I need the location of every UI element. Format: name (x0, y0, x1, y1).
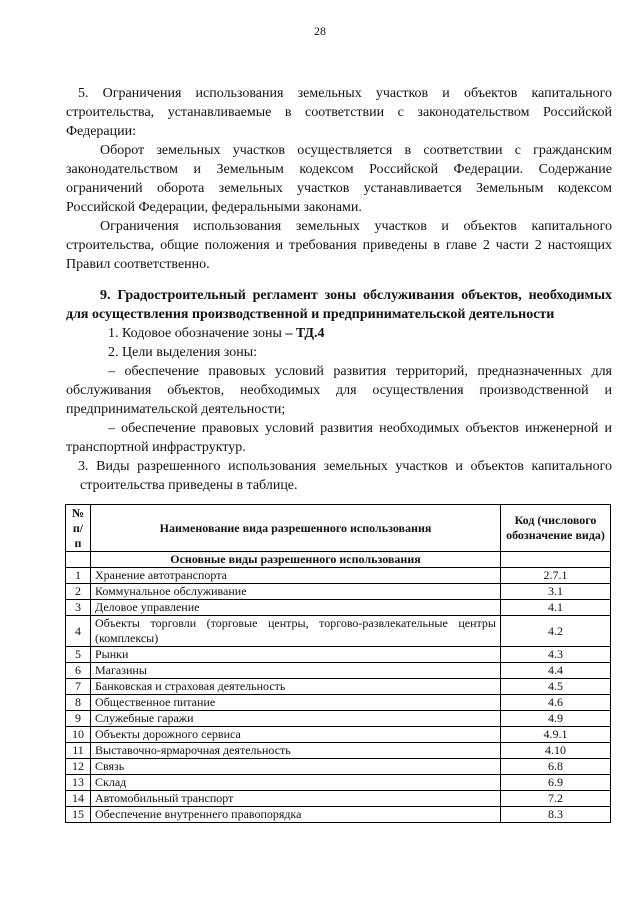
row-code: 4.9.1 (501, 727, 611, 743)
row-use-name: Обеспечение внутреннего правопорядка (91, 807, 501, 823)
header-num: № п/п (66, 505, 91, 552)
table-row (66, 663, 611, 679)
row-use-name: Объекты дорожного сервиса (91, 727, 501, 743)
body-text (66, 84, 612, 495)
table-row (66, 759, 611, 775)
table-row (66, 600, 611, 616)
table-row (66, 775, 611, 791)
row-number: 10 (66, 727, 91, 743)
row-number: 9 (66, 711, 91, 727)
row-code: 6.9 (501, 775, 611, 791)
row-number: 13 (66, 775, 91, 791)
goal-1: – обеспечение правовых условий развития территорий, предназначенных для обслуживания объектов, необходимых для осуществления производственной и предпринимательской деятельности; (66, 364, 612, 417)
row-code: 4.6 (501, 695, 611, 711)
table-row (66, 791, 611, 807)
row-use-name: Склад (91, 775, 501, 791)
table-row (66, 647, 611, 663)
row-number: 14 (66, 791, 91, 807)
row-use-name: Деловое управление (91, 600, 501, 616)
row-number: 3 (66, 600, 91, 616)
section5-paragraph-1: Оборот земельных участков осуществляется в соответствии с гражданским законодательством и Земельным кодексом Российской Федерации. Содержание ограничений оборота земельных участков устанавливается Земельным кодексом Российской Федерации, федеральными законами. (66, 143, 612, 215)
row-use-name: Объекты торговли (торговые центры, торгово-развлекательные центры (комплексы) (91, 616, 501, 647)
row-number: 1 (66, 568, 91, 584)
table-row (66, 727, 611, 743)
goal-2: – обеспечение правовых условий развития необходимых объектов инженерной и транспортной инфраструктур. (66, 421, 612, 455)
row-code: 4.5 (501, 679, 611, 695)
table-row (66, 679, 611, 695)
zone-code-label: 1. Кодовое обозначение зоны (108, 326, 282, 341)
row-code: 4.3 (501, 647, 611, 663)
table-row (66, 695, 611, 711)
row-use-name: Хранение автотранспорта (91, 568, 501, 584)
header-code: Код (числового обозначение вида) (501, 505, 611, 552)
row-number: 6 (66, 663, 91, 679)
zone-code-value: ТД.4 (295, 326, 325, 341)
row-use-name: Связь (91, 759, 501, 775)
row-code: 4.9 (501, 711, 611, 727)
row-number: 15 (66, 807, 91, 823)
row-code: 4.2 (501, 616, 611, 647)
table-row (66, 711, 611, 727)
row-number: 2 (66, 584, 91, 600)
row-code: 2.7.1 (501, 568, 611, 584)
row-number: 4 (66, 616, 91, 647)
row-code: 3.1 (501, 584, 611, 600)
table-row (66, 616, 611, 647)
table-row (66, 568, 611, 584)
row-use-name: Служебные гаражи (91, 711, 501, 727)
row-number: 12 (66, 759, 91, 775)
row-number: 11 (66, 743, 91, 759)
row-code: 4.4 (501, 663, 611, 679)
page-number: 28 (314, 24, 326, 38)
row-code: 6.8 (501, 759, 611, 775)
row-use-name: Коммунальное обслуживание (91, 584, 501, 600)
section9-heading: 9. Градостроительный регламент зоны обслуживания объектов, необходимых для осуществления производственной и предпринимательской деятельности (66, 288, 612, 322)
row-use-name: Рынки (91, 647, 501, 663)
row-use-name: Выставочно-ярмарочная деятельность (91, 743, 501, 759)
table-subhead: Основные виды разрешенного использования (91, 552, 501, 568)
row-number: 5 (66, 647, 91, 663)
uses-intro: 3. Виды разрешенного использования земельных участков и объектов капитального строительства приведены в таблице. (78, 459, 612, 493)
row-number: 8 (66, 695, 91, 711)
zone-code-line (66, 324, 612, 343)
row-code: 7.2 (501, 791, 611, 807)
table-row (66, 584, 611, 600)
row-code: 4.10 (501, 743, 611, 759)
zone-code-dash: – (281, 326, 296, 341)
row-code: 8.3 (501, 807, 611, 823)
header-name: Наименование вида разрешенного использования (91, 505, 501, 552)
row-use-name: Автомобильный транспорт (91, 791, 501, 807)
section5-title: 5. Ограничения использования земельных участков и объектов капитального строительства, устанавливаемые в соответствии с законодательством Российской Федерации: (66, 86, 612, 139)
row-use-name: Магазины (91, 663, 501, 679)
goals-label: 2. Цели выделения зоны: (108, 345, 258, 360)
permitted-uses-table (65, 504, 611, 823)
row-code: 4.1 (501, 600, 611, 616)
row-use-name: Общественное питание (91, 695, 501, 711)
section5-paragraph-2: Ограничения использования земельных участков и объектов капитального строительства, общие положения и требования приведены в главе 2 части 2 настоящих Правил соответственно. (66, 219, 612, 272)
table-row (66, 807, 611, 823)
row-use-name: Банковская и страховая деятельность (91, 679, 501, 695)
row-number: 7 (66, 679, 91, 695)
table-row (66, 743, 611, 759)
